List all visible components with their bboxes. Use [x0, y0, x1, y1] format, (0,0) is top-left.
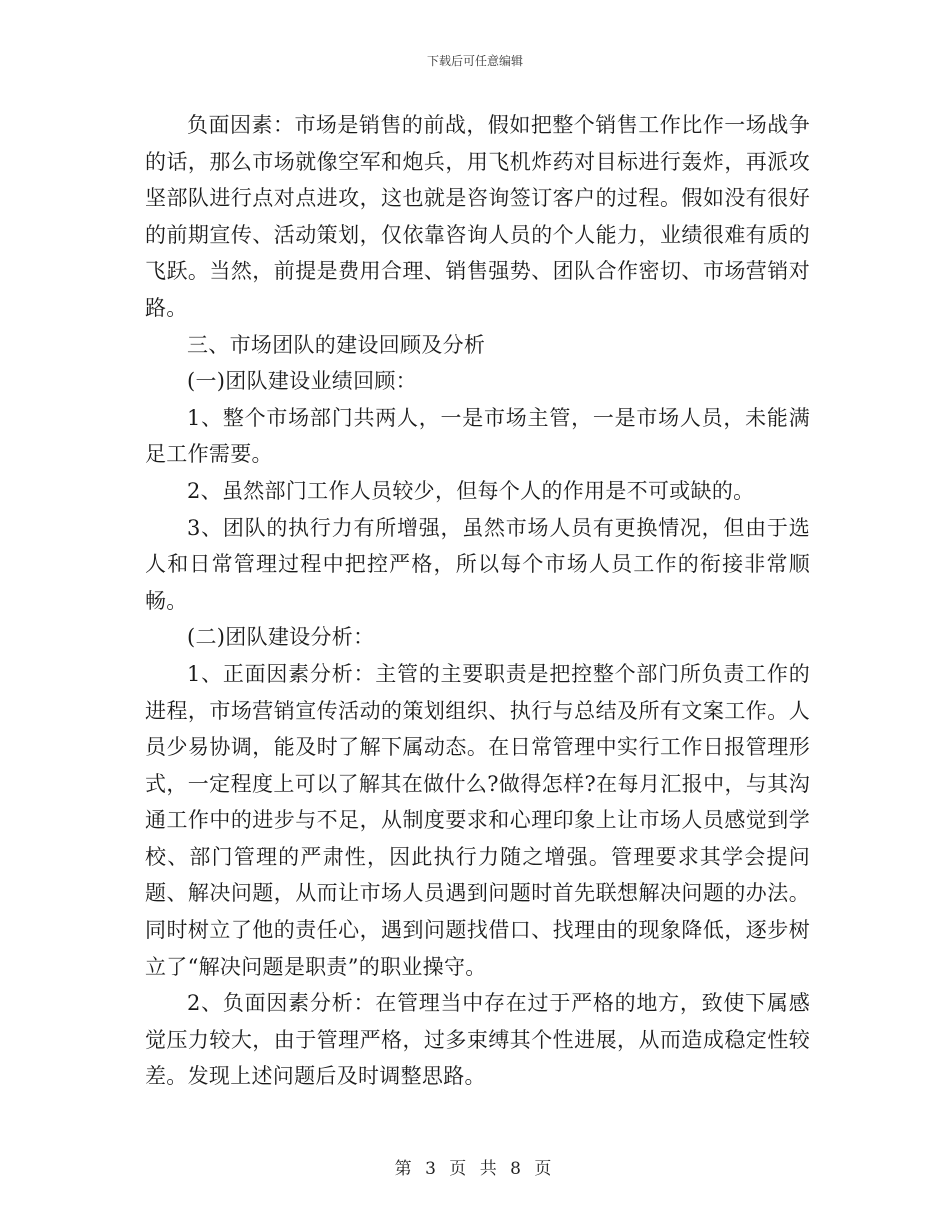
- paragraph-review-item-1: 1、整个市场部门共两人，一是市场主管，一是市场人员，未能满足工作需要。: [145, 405, 810, 467]
- paragraph-negative-factors: 负面因素：市场是销售的前战，假如把整个销售工作比作一场战争的话，那么市场就像空军和炮兵，用飞机炸药对目标进行轰炸，再派攻坚部队进行点对点进攻，这也就是咨询签订客户的过程。假如没有很好的前期宣传、活动策划，仅依靠咨询人员的个人能力，业绩很难有质的飞跃。当然，前提是费用合理、销售强势、团队合作密切、市场营销对路。: [145, 113, 810, 320]
- paragraph-review-item-2: 2、虽然部门工作人员较少，但每个人的作用是不可或缺的。: [187, 478, 755, 503]
- section-heading-team-building: 三、市场团队的建设回顾及分析: [187, 332, 486, 357]
- subheading-team-review: (一)团队建设业绩回顾：: [187, 369, 417, 394]
- document-body: [145, 107, 810, 1095]
- paragraph-review-item-3: 3、团队的执行力有所增强，虽然市场人员有更换情况，但由于选人和日常管理过程中把控严格，所以每个市场人员工作的衔接非常顺畅。: [145, 515, 810, 613]
- paragraph-analysis-negative: 2、负面因素分析：在管理当中存在过于严格的地方，致使下属感觉压力较大，由于管理严格，过多束缚其个性进展，从而造成稳定性较差。发现上述问题后及时调整思路。: [145, 991, 810, 1089]
- page-header: 下载后可任意编辑: [426, 54, 523, 68]
- subheading-team-analysis: (二)团队建设分析：: [187, 625, 375, 650]
- paragraph-analysis-positive: 1、正面因素分析：主管的主要职责是把控整个部门所负责工作的进程，市场营销宣传活动的策划组织、执行与总结及所有文案工作。人员少易协调，能及时了解下属动态。在日常管理中实行工作日报管理形式，一定程度上可以了解其在做什么?做得怎样?在每月汇报中，与其沟通工作中的进步与不足，从制度要求和心理印象上让市场人员感觉到学校、部门管理的严肃性，因此执行力随之增强。管理要求其学会提问题、解决问题，从而让市场人员遇到问题时首先联想解决问题的办法。同时树立了他的责任心，遇到问题找借口、找理由的现象降低，逐步树立了“解决问题是职责”的职业操守。: [145, 661, 810, 979]
- page-number-footer: 第 3 页 共 8 页: [394, 1159, 556, 1179]
